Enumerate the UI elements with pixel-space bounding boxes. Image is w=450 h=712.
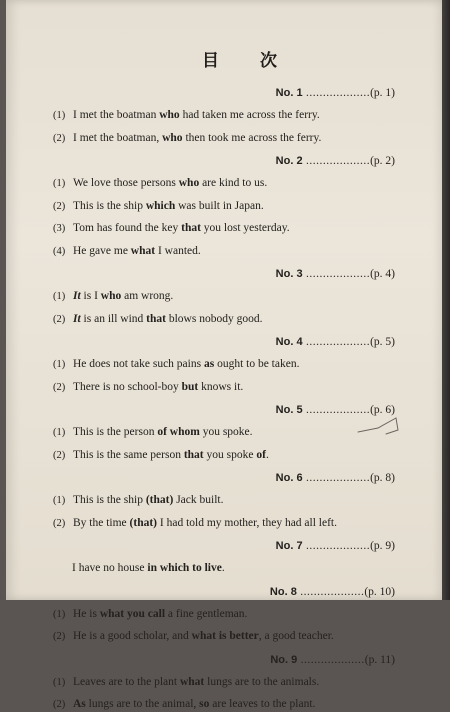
example-sentence [53,244,201,259]
sentence-text: This is the person [73,426,158,438]
sentence-text: This is the ship [73,199,146,212]
sentence-text: ought to be taken. [214,358,300,370]
keyword: what is better [191,630,259,642]
example-sentence [53,108,320,123]
page-reference: (p. 4) [370,268,395,280]
example-sentence [53,493,223,508]
section-heading [276,86,395,101]
sentence-text: am wrong. [121,290,174,302]
sentence-text: lungs are to the animal, [85,698,200,710]
keyword: that [183,448,204,461]
keyword: who [162,131,183,144]
section-heading [276,335,395,350]
keyword: what you call [99,607,166,620]
section-number: No. 5 [275,404,303,416]
leader-dots: ................... [297,653,365,666]
keyword: It [73,290,81,302]
leader-dots: ................... [302,336,371,348]
example-sentence [53,380,243,395]
sentence-number: (2) [53,132,66,144]
keyword: so [199,698,210,710]
sentence-text: . [265,448,269,461]
keyword: which [145,199,176,212]
example-sentence [53,176,267,191]
example-sentence [53,199,264,214]
sentence-number: (4) [53,245,66,257]
section-heading [270,653,395,668]
sentence-text: This is the same person [73,448,184,461]
sentence-text: is I [80,290,101,302]
page-reference: (p. 2) [370,155,395,167]
section-number: No. 8 [269,585,297,598]
page-reference: (p. 5) [370,336,395,348]
keyword: who [100,290,122,302]
page-reference: (p. 9) [370,540,395,552]
page-reference: (p. 6) [370,404,395,416]
sentence-number: (2) [53,313,66,325]
example-sentence [53,425,253,440]
sentence-text: Leaves are to the plant [73,675,180,688]
keyword: who [159,109,180,121]
sentence-text: This is the ship [73,494,146,506]
sentence-text: He is [73,607,100,620]
keyword: It [73,312,81,325]
sentence-text: . [221,562,225,574]
keyword: (that) [129,516,158,529]
sentence-number: (2) [53,200,66,212]
sentence-text: you spoke. [199,426,253,438]
section-number: No. 2 [275,155,303,167]
keyword: As [73,698,86,710]
keyword: of [256,448,266,461]
pencil-mark [356,410,416,440]
keyword: that [146,312,166,325]
leader-dots: ................... [302,472,371,484]
sentence-number: (1) [53,608,66,620]
sentence-text: a fine gentleman. [165,607,248,620]
sentence-number: (1) [53,178,66,189]
page-reference: (p. 11) [364,653,395,666]
section-heading [276,471,395,486]
sentence-text: I had told my mother, they had all left. [157,516,337,529]
leader-dots: ................... [302,268,371,280]
sentence-number: (2) [53,517,66,529]
example-sentence [72,561,225,576]
example-sentence [53,516,337,531]
leader-dots: ................... [302,155,371,167]
sentence-text: then took me across the ferry. [182,131,322,144]
sentence-text: are leaves to the plant. [209,698,316,710]
section-heading [276,154,395,169]
page-title: 目 次 [202,51,289,71]
leader-dots: ................... [302,540,371,552]
page-edge-shadow [442,0,450,600]
sentence-text: are kind to us. [199,177,268,189]
sentence-text: There is no school-boy [73,380,182,393]
book-page [6,0,442,710]
section-number: No. 4 [275,336,303,348]
sentence-text: blows nobody good. [165,312,263,325]
example-sentence [53,697,315,712]
sentence-text: He gave me [73,244,131,257]
section-number: No. 7 [275,540,303,552]
example-sentence [53,607,247,622]
example-sentence [53,221,290,236]
sentence-text: you spoke [203,448,257,461]
sentence-text: knows it. [198,380,244,393]
sentence-text: I met the boatman [73,109,160,121]
section-heading [276,539,395,554]
section-number: No. 3 [275,268,303,280]
sentence-number: (2) [53,699,66,710]
page-reference: (p. 1) [370,87,395,99]
sentence-text: , a good teacher. [258,630,334,642]
sentence-text: is an ill wind [80,312,147,325]
example-sentence [53,312,262,327]
sentence-text: I have no house [72,562,148,574]
section-number: No. 6 [275,472,303,484]
leader-dots: ................... [302,404,371,416]
sentence-text: lungs are to the animals. [204,675,320,688]
sentence-number: (2) [53,631,66,642]
page-reference: (p. 10) [364,585,395,598]
section-heading [270,585,395,600]
keyword: in which to live [147,562,222,574]
keyword: what [130,244,156,257]
sentence-text: had taken me across the ferry. [179,109,320,121]
sentence-text: you lost yesterday. [200,222,290,234]
sentence-number: (1) [53,495,66,506]
example-sentence [53,289,173,304]
keyword: (that) [145,494,174,506]
keyword: who [178,177,200,189]
sentence-text: We love those persons [73,177,179,189]
sentence-text: I wanted. [155,244,201,257]
leader-dots: ................... [302,87,371,99]
sentence-text: Jack built. [173,494,224,506]
example-sentence [53,131,321,146]
keyword: that [181,222,201,234]
sentence-number: (1) [53,291,66,302]
section-heading [276,267,395,282]
sentence-text: He does not take such pains [73,358,204,370]
example-sentence [53,357,299,372]
keyword: of whom [157,426,200,438]
section-number: No. 1 [275,87,303,99]
sentence-text: I met the boatman, [73,131,163,144]
page-reference: (p. 8) [370,472,395,484]
keyword: what [179,675,205,688]
example-sentence [53,448,269,463]
keyword: but [181,380,199,393]
sentence-number: (2) [53,381,66,393]
sentence-number: (1) [53,359,66,370]
keyword: as [203,358,215,370]
sentence-number: (1) [53,110,66,121]
section-number: No. 9 [270,653,298,666]
sentence-number: (2) [53,449,66,461]
sentence-text: was built in Japan. [175,199,264,212]
sentence-text: By the time [73,516,130,529]
sentence-number: (1) [53,427,66,438]
sentence-text: Tom has found the key [73,222,182,234]
example-sentence [53,629,334,644]
example-sentence [53,675,319,690]
leader-dots: ................... [296,585,365,598]
sentence-number: (1) [53,676,66,688]
sentence-number: (3) [53,223,66,234]
sentence-text: He is a good scholar, and [73,630,192,642]
